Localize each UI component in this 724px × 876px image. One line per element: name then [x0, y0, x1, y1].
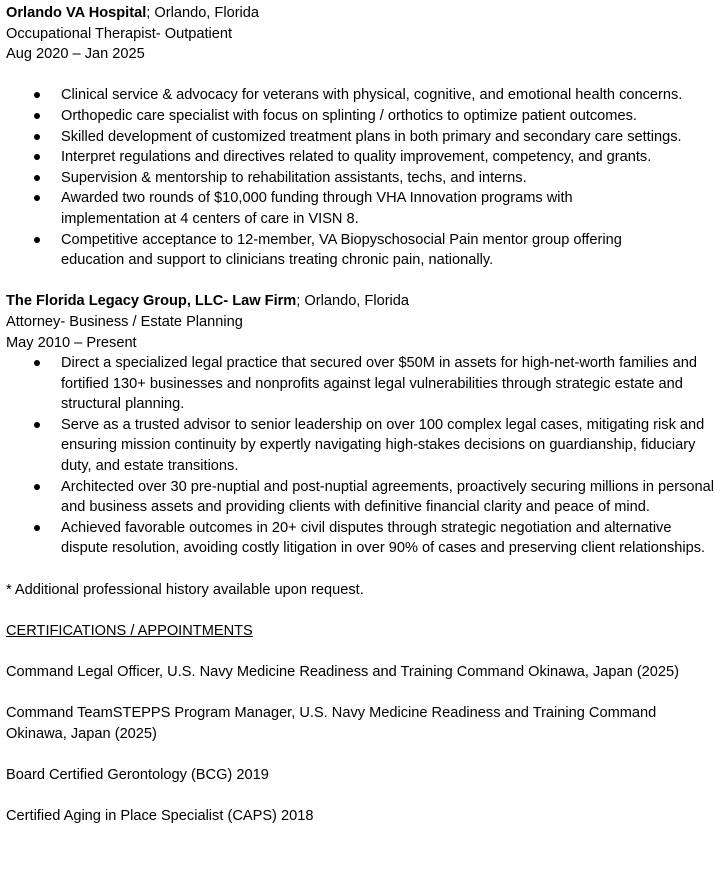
- job-title: Attorney- Business / Estate Planning: [6, 313, 243, 330]
- resume-page: [6, 3, 722, 827]
- bullet-text: Competitive acceptance to 12-member, VA Biopyschosocial Pain mentor group offering education and support to clinicians treating chronic pain, nationally.: [61, 231, 622, 269]
- bullet-text: Clinical service & advocacy for veterans with physical, cognitive, and emotional health concerns.: [61, 87, 683, 104]
- bullet-dot-icon: [34, 175, 40, 181]
- employer-name: The Florida Legacy Group, LLC- Law Firm: [6, 293, 297, 310]
- job-heading: [6, 3, 722, 24]
- bullet-text: Awarded two rounds of $10,000 funding through VHA Innovation programs with implementation at 4 centers of care in VISN 8.: [61, 190, 573, 227]
- job-section-va-hospital: [6, 3, 722, 271]
- job-section-law-firm: [6, 291, 722, 559]
- spacer: [6, 600, 722, 621]
- certification-item: Board Certified Gerontology (BCG) 2019: [6, 766, 269, 783]
- additional-history-note: * Additional professional history available upon request.: [6, 581, 364, 598]
- spacer: [6, 559, 722, 580]
- bullet-text: Interpret regulations and directives related to quality improvement, competency, and grants.: [61, 149, 652, 166]
- bullet-dot-icon: [34, 113, 40, 119]
- bullet-dot-icon: [34, 525, 40, 531]
- spacer: [6, 683, 722, 704]
- bullet-text: Skilled development of customized treatment plans in both primary and secondary care settings.: [61, 128, 682, 145]
- employer-location: ; Orlando, Florida: [296, 293, 410, 310]
- spacer: [6, 271, 722, 292]
- job-title: Occupational Therapist- Outpatient: [6, 25, 233, 42]
- bullet-text: Direct a specialized legal practice that secured over $50M in assets for high-net-worth families and fortified 130+ businesses and nonprofits against legal vulnerabilities through strategic estate and structural planning.: [61, 355, 697, 413]
- job-bullet-list: [6, 85, 722, 270]
- bullet-text: Achieved favorable outcomes in 20+ civil disputes through strategic negotiation and alternative dispute resolution, avoiding costly litigation in over 90% of cases and preserving client relationships.: [61, 519, 706, 557]
- job-bullet-list: [6, 353, 722, 559]
- bullet-item: [6, 477, 722, 518]
- job-dates: May 2010 – Present: [6, 334, 137, 351]
- bullet-dot-icon: [34, 92, 40, 98]
- bullet-item: [6, 230, 722, 271]
- bullet-item: [6, 518, 722, 559]
- bullet-dot-icon: [34, 237, 40, 243]
- employer-location: ; Orlando, Florida: [146, 5, 260, 21]
- bullet-item: [6, 168, 722, 189]
- job-heading: [6, 291, 722, 312]
- bullet-item: [6, 415, 722, 477]
- bullet-dot-icon: [34, 195, 40, 201]
- certifications-section: [6, 621, 722, 827]
- bullet-text: Architected over 30 pre-nuptial and post-nuptial agreements, proactively securing millions in personal and business assets and providing clients with definitive financial clarity and peace of mind.: [61, 478, 715, 516]
- bullet-item: [6, 353, 722, 415]
- spacer: [6, 786, 722, 807]
- bullet-item: [6, 106, 722, 127]
- bullet-dot-icon: [34, 422, 40, 428]
- certification-item: Command TeamSTEPPS Program Manager, U.S. Navy Medicine Readiness and Training Command Okinawa, Japan (2025): [6, 705, 657, 742]
- bullet-dot-icon: [34, 134, 40, 140]
- bullet-dot-icon: [34, 154, 40, 160]
- certification-item: Certified Aging in Place Specialist (CAPS) 2018: [6, 808, 314, 825]
- job-dates: Aug 2020 – Jan 2025: [6, 46, 145, 63]
- bullet-item: [6, 127, 722, 148]
- section-heading: CERTIFICATIONS / APPOINTMENTS: [6, 622, 253, 639]
- bullet-item: [6, 188, 722, 229]
- bullet-dot-icon: [34, 484, 40, 490]
- bullet-item: [6, 85, 722, 106]
- bullet-item: [6, 147, 722, 168]
- bullet-text: Orthopedic care specialist with focus on splinting / orthotics to optimize patient outcomes.: [61, 107, 637, 124]
- employer-name: Orlando VA Hospital: [6, 5, 147, 21]
- spacer: [6, 65, 722, 86]
- bullet-dot-icon: [34, 360, 40, 366]
- bullet-text: Serve as a trusted advisor to senior leadership on over 100 complex legal cases, mitigating risk and ensuring mission continuity by expertly navigating high-stakes decisions on guardianship, fiduciary duty, and estate transitions.: [61, 416, 705, 475]
- spacer: [6, 744, 722, 765]
- certification-item: Command Legal Officer, U.S. Navy Medicine Readiness and Training Command Okinawa, Japan (2025): [6, 664, 680, 680]
- spacer: [6, 641, 722, 662]
- bullet-text: Supervision & mentorship to rehabilitation assistants, techs, and interns.: [61, 169, 527, 186]
